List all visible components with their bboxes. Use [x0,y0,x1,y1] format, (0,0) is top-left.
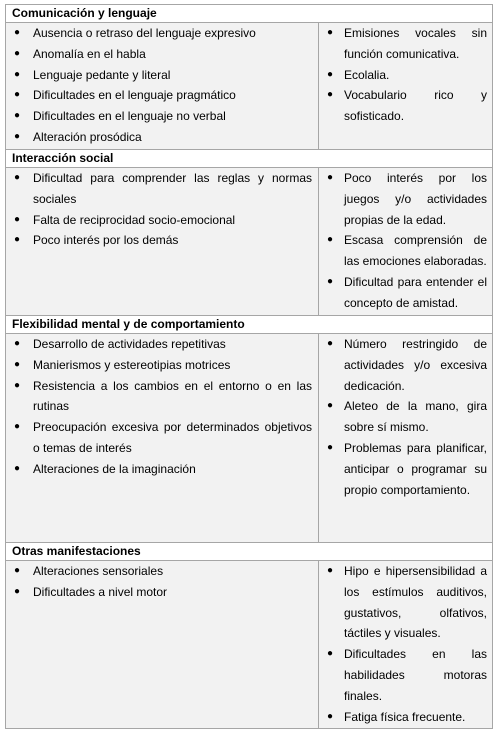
list-item [6,230,318,251]
list-item-text: Anomalía en el habla [33,46,146,61]
bullet-icon: ● [14,47,21,59]
bullet-icon: ● [14,89,21,101]
list-item [6,168,318,210]
left-column [6,23,319,150]
list-item-text: Preocupación excesiva por determinados objetivos o temas de interés [33,420,312,455]
bullet-icon: ● [327,68,334,80]
list-item [319,168,492,230]
bullet-icon: ● [14,27,21,38]
bullet-icon: ● [14,379,21,391]
bullet-icon: ● [327,710,334,722]
list-item-text: Alteraciones sensoriales [33,564,164,578]
bullet-icon: ● [14,130,21,142]
bullet-icon: ● [327,565,334,576]
list-item [319,561,492,644]
section-title: Otras manifestaciones [6,543,493,561]
list-item-text: Dificultades en las habilidades motoras finales. [344,647,488,703]
list-item-text: Desarrollo de actividades repetitivas [33,337,226,351]
right-column [319,23,493,150]
list-item-text: Dificultades a nivel motor [33,584,168,599]
list-item [6,44,318,65]
list-item-text: Hipo e hipersensibilidad a los estímulos auditivos, gustativos, olfativos, táctiles y visuales. [344,564,488,641]
list-item [6,459,318,480]
section-header-row [6,5,493,23]
list-item-text: Dificultades en el lenguaje pragmático [33,88,236,103]
section-title: Flexibilidad mental y de comportamiento [6,316,493,334]
bullet-icon: ● [14,585,21,597]
left-list [6,561,318,603]
bullet-icon: ● [327,648,334,660]
list-item-text: Ausencia o retraso del lenguaje expresivo [33,26,256,40]
list-item-text: Falta de reciprocidad socio-emocional [33,212,236,227]
list-item-text: Dificultades en el lenguaje no verbal [33,109,226,124]
symptoms-table [5,4,493,729]
list-item [6,106,318,127]
list-item [6,85,318,106]
list-item-text: Manierismos y estereotipias motrices [33,357,231,372]
bullet-icon: ● [14,338,21,349]
section-header-row [6,316,493,334]
list-item-text: Vocabulario rico y sofisticado. [344,88,488,124]
section-header-row [6,150,493,168]
left-list [6,168,318,251]
bullet-icon: ● [327,441,334,453]
list-item-text: Lenguaje pedante y literal [33,67,171,82]
list-item [319,396,492,438]
list-item [6,210,318,231]
list-item [6,417,318,459]
bullet-icon: ● [327,400,334,412]
list-item-text: Dificultad para comprender las reglas y normas sociales [33,171,312,206]
list-item-text: Escasa comprensión de las emociones elaboradas. [344,233,488,269]
bullet-icon: ● [14,213,21,225]
list-item [319,644,492,706]
list-item [319,230,492,272]
list-item [319,65,492,86]
section-body-row [6,168,493,316]
right-column [319,561,493,729]
list-item [6,127,318,148]
left-column [6,168,319,316]
right-column [319,334,493,543]
right-list [319,168,492,314]
bullet-icon: ● [14,68,21,80]
list-item-text: Alteraciones de la imaginación [33,461,196,476]
list-item [319,334,492,396]
list-item-text: Alteración prosódica [33,129,142,144]
list-item-text: Ecolalia. [344,67,390,82]
bullet-icon: ● [14,421,21,433]
bullet-icon: ● [327,234,334,246]
list-item [319,438,492,500]
list-item-text: Fatiga física frecuente. [344,709,466,724]
right-list [319,334,492,500]
list-item-text: Aleteo de la mano, gira sobre sí mismo. [344,399,488,435]
section-title: Comunicación y lenguaje [6,5,493,23]
list-item-text: Número restringido de actividades y/o excesiva dedicación. [344,337,488,393]
section-header-row [6,543,493,561]
section-body-row [6,561,493,729]
list-item-text: Dificultad para entender el concepto de amistad. [344,274,488,310]
section-title: Interacción social [6,150,493,168]
list-item-text: Poco interés por los demás [33,233,179,248]
bullet-icon: ● [327,89,334,101]
list-item [6,23,318,44]
list-item [6,376,318,418]
bullet-icon: ● [14,110,21,122]
right-column [319,168,493,316]
list-item [6,65,318,86]
left-column [6,561,319,729]
list-item [319,707,492,728]
bullet-icon: ● [327,338,334,349]
right-list [319,561,492,727]
section-body-row [6,23,493,150]
left-list [6,23,318,148]
list-item [319,23,492,65]
bullet-icon: ● [327,27,334,38]
bullet-icon: ● [14,565,21,576]
left-list [6,334,318,480]
bullet-icon: ● [327,275,334,287]
bullet-icon: ● [14,462,21,474]
list-item-text: Problemas para planificar, anticipar o programar su propio comportamiento. [344,440,488,497]
list-item [6,355,318,376]
section-body-row [6,334,493,543]
right-list [319,23,492,127]
bullet-icon: ● [14,234,21,246]
list-item [319,272,492,314]
list-item-text: Emisiones vocales sin función comunicativa. [344,26,488,61]
list-item [319,85,492,127]
list-item [6,561,318,582]
left-column [6,334,319,543]
bullet-icon: ● [14,358,21,370]
bullet-icon: ● [327,172,334,183]
list-item-text: Poco interés por los juegos y/o actividades propias de la edad. [344,171,488,227]
list-item [6,334,318,355]
list-item [6,582,318,603]
list-item-text: Resistencia a los cambios en el entorno o en las rutinas [33,378,312,414]
bullet-icon: ● [14,172,21,183]
